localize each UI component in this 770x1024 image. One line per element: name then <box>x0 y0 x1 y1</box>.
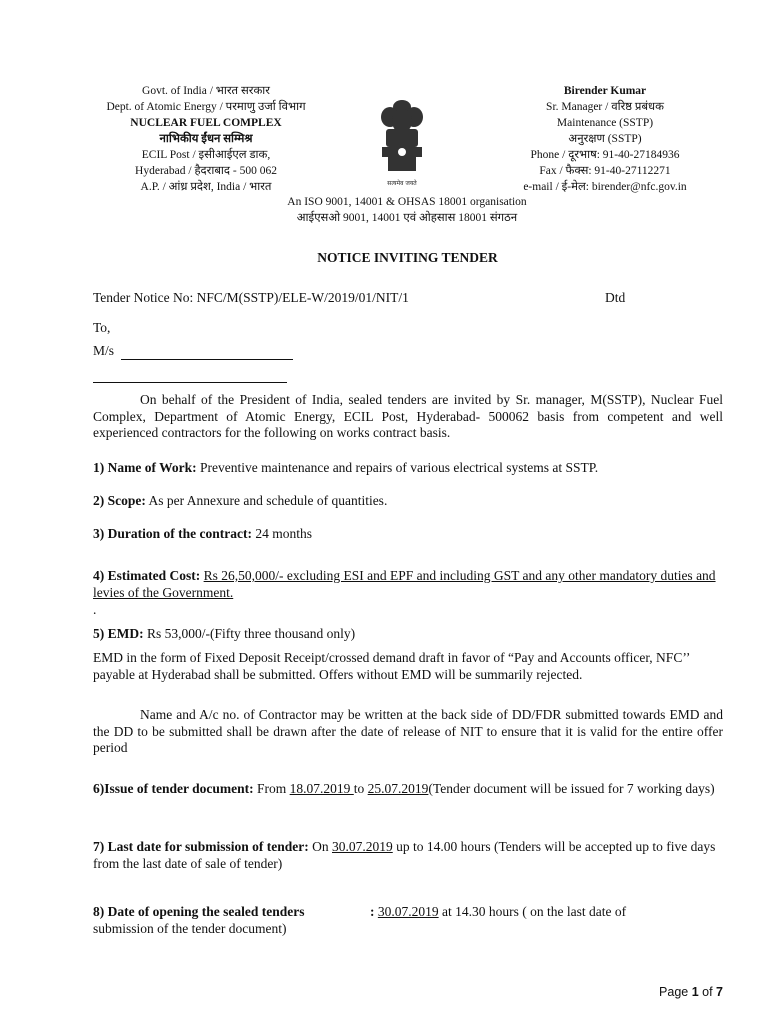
page-label: Page <box>659 985 692 999</box>
org-name: NUCLEAR FUEL COMPLEX <box>130 117 282 129</box>
item7-rest: up to 14.00 hours (Tenders will be accepted up to five days from the last date of sale of tender) <box>93 839 716 871</box>
iso-line-english: An ISO 9001, 14001 & OHSAS 18001 organisation <box>287 196 527 208</box>
officer-dept: Maintenance (SSTP) <box>556 117 654 129</box>
header-left-address <box>60 83 352 195</box>
officer-dept-hindi: अनुरक्षण (SSTP) <box>568 133 642 145</box>
item8-colon: : <box>370 904 378 919</box>
officer-name: Birender Kumar <box>563 85 647 97</box>
emd-paragraph: EMD in the form of Fixed Deposit Receipt/crossed demand draft in favor of “Pay and Accounts officer, NFC’’ payable at Hyderabad shall be submitted. Offers without EMD will be summarily rejected. <box>93 650 690 682</box>
dept-atomic-energy: Dept. of Atomic Energy / परमाणु उर्जा विभाग <box>106 101 306 113</box>
page-total: 7 <box>716 985 723 999</box>
item6-date-from: 18.07.2019 <box>289 781 354 796</box>
stray-dot: . <box>93 602 97 617</box>
item6-date-to: 25.07.2019 <box>367 781 429 796</box>
addressee-blank <box>121 345 293 360</box>
officer-designation: Sr. Manager / वरिष्ठ प्रबंधक <box>546 101 664 113</box>
item7-label: 7) Last date for submission of tender: <box>93 839 309 854</box>
item-issue-of-tender <box>93 781 723 798</box>
item1-text: Preventive maintenance and repairs of various electrical systems at SSTP. <box>196 460 599 475</box>
page-number <box>659 985 723 999</box>
dated-label: Dtd <box>605 290 626 305</box>
item8-rest: at 14.30 hours ( on the last date of <box>438 904 627 919</box>
item8-line2: submission of the tender document) <box>93 921 287 936</box>
org-name-hindi: नाभिकीय ईंधन सम्मिश्र <box>159 133 253 145</box>
contractor-name-paragraph: Name and A/c no. of Contractor may be written at the back side of DD/FDR submitted towards EMD and the DD to be submitted shall be drawn after the date of release of NIT to ensure that it is valid for the entire offer period <box>93 707 723 755</box>
item3-text: 24 months <box>251 526 312 541</box>
officer-email: e-mail / ई-मेल: birender@nfc.gov.in <box>523 181 687 193</box>
item6-rest: (Tender document will be issued for 7 working days) <box>428 781 715 796</box>
item7-date: 30.07.2019 <box>332 839 393 854</box>
item2-label: 2) Scope: <box>93 493 146 508</box>
to-label: To, <box>93 320 111 335</box>
addressee-line <box>93 343 723 360</box>
item8-date: 30.07.2019 <box>377 904 439 919</box>
item-name-of-work <box>93 460 723 477</box>
item-duration <box>93 526 723 543</box>
tender-notice-number: Tender Notice No: NFC/M(SSTP)/ELE-W/2019/01/NIT/1 <box>93 290 409 305</box>
item8-value <box>370 904 626 921</box>
item6-to: to <box>353 781 368 796</box>
document-title: NOTICE INVITING TENDER <box>317 250 498 265</box>
ms-label: M/s <box>93 343 115 358</box>
emblem-motto: सत्यमेव जयते <box>387 180 417 187</box>
item-emd <box>93 626 723 643</box>
item-date-of-opening <box>93 904 723 921</box>
item-scope <box>93 493 723 510</box>
address-blank-line <box>93 368 287 383</box>
item1-label: 1) Name of Work: <box>93 460 197 475</box>
item-estimated-cost <box>93 568 723 601</box>
intro-paragraph: On behalf of the President of India, sealed tenders are invited by Sr. manager, M(SSTP), Nuclear Fuel Complex, Department of Atomic Energy, ECIL Post, Hyderabad- 500062 basis from competent and well experienced contractors for the following on works contract basis. <box>93 392 723 440</box>
item5-label: 5) EMD: <box>93 626 144 641</box>
item2-text: As per Annexure and schedule of quantities. <box>145 493 388 508</box>
city: Hyderabad / हैदराबाद - 500 062 <box>135 165 277 177</box>
item6-label: 6)Issue of tender document: <box>93 781 254 796</box>
item4-label: 4) Estimated Cost: <box>93 568 201 583</box>
iso-line-hindi: आईएसओ 9001, 14001 एवं ओहसास 18001 संगठन <box>296 212 518 224</box>
item7-on: On <box>308 839 332 854</box>
state-emblem-icon <box>376 95 428 191</box>
item8-label: 8) Date of opening the sealed tenders <box>93 904 305 919</box>
govt-of-india: Govt. of India / भारत सरकार <box>142 85 270 97</box>
item3-label: 3) Duration of the contract: <box>93 526 252 541</box>
item5-text: Rs 53,000/-(Fifty three thousand only) <box>143 626 356 641</box>
item4-text: Rs 26,50,000/- excluding ESI and EPF and including GST and any other mandatory duties and levies of the Government. <box>93 568 716 600</box>
item6-from: From <box>253 781 290 796</box>
item-last-date-submission <box>93 839 723 872</box>
officer-fax: Fax / फैक्स: 91-40-27112271 <box>539 165 671 177</box>
post-office: ECIL Post / इसीआईएल डाक, <box>141 149 271 161</box>
officer-phone: Phone / दूरभाष: 91-40-27184936 <box>530 149 680 161</box>
state-country: A.P. / आंध्र प्रदेश, India / भारत <box>140 181 272 193</box>
header-right-contact <box>470 83 740 195</box>
page-current: 1 <box>691 985 699 999</box>
page-of: of <box>698 985 717 999</box>
tender-notice-line <box>93 290 723 307</box>
iso-certification <box>200 194 614 226</box>
